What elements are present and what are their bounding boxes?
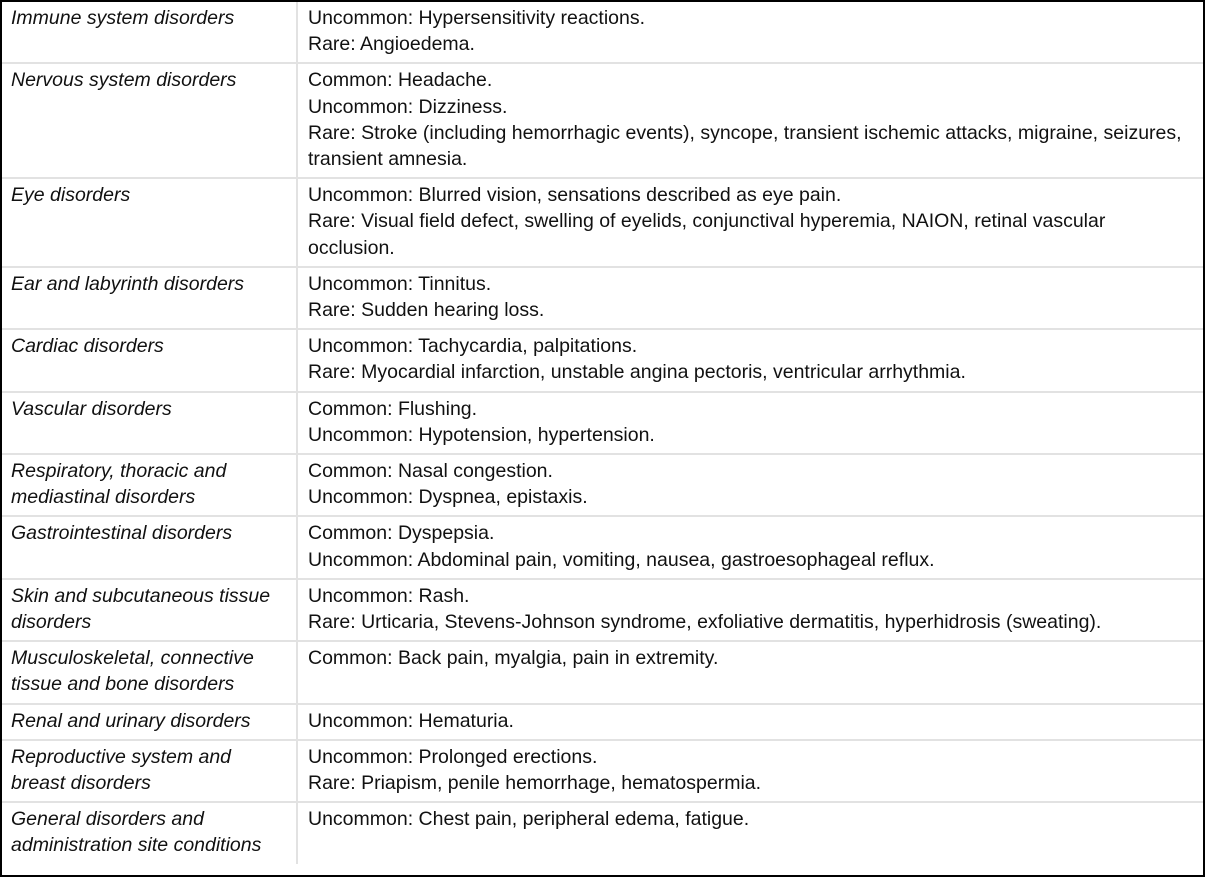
reactions-cell — [297, 802, 1203, 863]
reaction-line: Rare: Stroke (including hemorrhagic events), syncope, transient ischemic attacks, migraine, seizures, transient amnesia. — [308, 121, 1182, 171]
reaction-line: Common: Flushing. — [308, 397, 478, 420]
reactions-cell — [297, 516, 1203, 578]
table-row — [2, 2, 1203, 63]
organ-class-cell: Ear and labyrinth disorders — [2, 267, 297, 329]
organ-class-cell: Reproductive system and breast disorders — [2, 740, 297, 802]
organ-class-cell: Vascular disorders — [2, 392, 297, 454]
adverse-reactions-table — [2, 2, 1203, 864]
organ-class-cell: Renal and urinary disorders — [2, 704, 297, 740]
table-row — [2, 178, 1203, 267]
organ-class-cell: Skin and subcutaneous tissue disorders — [2, 579, 297, 641]
reaction-line: Uncommon: Dizziness. — [308, 95, 508, 118]
reaction-line: Uncommon: Dyspnea, epistaxis. — [308, 486, 588, 509]
reaction-line: Uncommon: Tachycardia, palpitations. — [308, 335, 638, 358]
reaction-line: Rare: Myocardial infarction, unstable angina pectoris, ventricular arrhythmia. — [308, 361, 966, 384]
reaction-line: Uncommon: Abdominal pain, vomiting, nausea, gastroesophageal reflux. — [308, 548, 935, 571]
organ-class-cell: Eye disorders — [2, 178, 297, 267]
organ-class-cell: Gastrointestinal disorders — [2, 516, 297, 578]
table-row — [2, 454, 1203, 516]
reaction-line: Uncommon: Hypotension, hypertension. — [308, 423, 655, 446]
table-body — [2, 2, 1203, 864]
reactions-cell — [297, 579, 1203, 641]
reactions-cell — [297, 267, 1203, 329]
table-row — [2, 802, 1203, 863]
organ-class-cell: General disorders and administration site conditions — [2, 802, 297, 863]
reactions-cell — [297, 178, 1203, 267]
table-row — [2, 267, 1203, 329]
table-row — [2, 740, 1203, 802]
reaction-line: Rare: Visual field defect, swelling of eyelids, conjunctival hyperemia, NAION, retinal vascular occlusion. — [308, 210, 1106, 259]
reactions-cell — [297, 63, 1203, 178]
reactions-cell — [297, 2, 1203, 63]
reaction-line: Common: Dyspepsia. — [308, 522, 495, 545]
reaction-line: Rare: Sudden hearing loss. — [308, 299, 545, 322]
reaction-line: Uncommon: Hematuria. — [308, 709, 514, 732]
reactions-cell — [297, 740, 1203, 802]
reaction-line: Uncommon: Hypersensitivity reactions. — [308, 7, 646, 29]
reaction-line: Rare: Urticaria, Stevens-Johnson syndrome, exfoliative dermatitis, hyperhidrosis (sweating). — [308, 611, 1102, 634]
reactions-cell — [297, 641, 1203, 703]
reaction-line: Uncommon: Rash. — [308, 584, 470, 607]
reaction-line: Uncommon: Chest pain, peripheral edema, fatigue. — [308, 808, 750, 831]
reactions-cell — [297, 454, 1203, 516]
reaction-line: Uncommon: Prolonged erections. — [308, 745, 598, 768]
table-row — [2, 329, 1203, 391]
organ-class-cell: Musculoskeletal, connective tissue and bone disorders — [2, 641, 297, 703]
reaction-line: Common: Headache. — [308, 69, 493, 92]
organ-class-cell: Respiratory, thoracic and mediastinal disorders — [2, 454, 297, 516]
reaction-line: Uncommon: Tinnitus. — [308, 272, 492, 295]
table-row — [2, 579, 1203, 641]
reaction-line: Common: Back pain, myalgia, pain in extremity. — [308, 647, 719, 670]
organ-class-cell: Cardiac disorders — [2, 329, 297, 391]
table-row — [2, 704, 1203, 740]
table-row — [2, 516, 1203, 578]
reactions-cell — [297, 392, 1203, 454]
reactions-cell — [297, 329, 1203, 391]
organ-class-cell: Nervous system disorders — [2, 63, 297, 178]
table-row — [2, 641, 1203, 703]
table-row — [2, 392, 1203, 454]
organ-class-cell: Immune system disorders — [2, 2, 297, 63]
table-row — [2, 63, 1203, 178]
reactions-cell — [297, 704, 1203, 740]
reaction-line: Common: Nasal congestion. — [308, 460, 553, 483]
reaction-line: Rare: Priapism, penile hemorrhage, hematospermia. — [308, 772, 762, 795]
reaction-line: Uncommon: Blurred vision, sensations described as eye pain. — [308, 184, 842, 207]
reaction-line: Rare: Angioedema. — [308, 33, 475, 56]
